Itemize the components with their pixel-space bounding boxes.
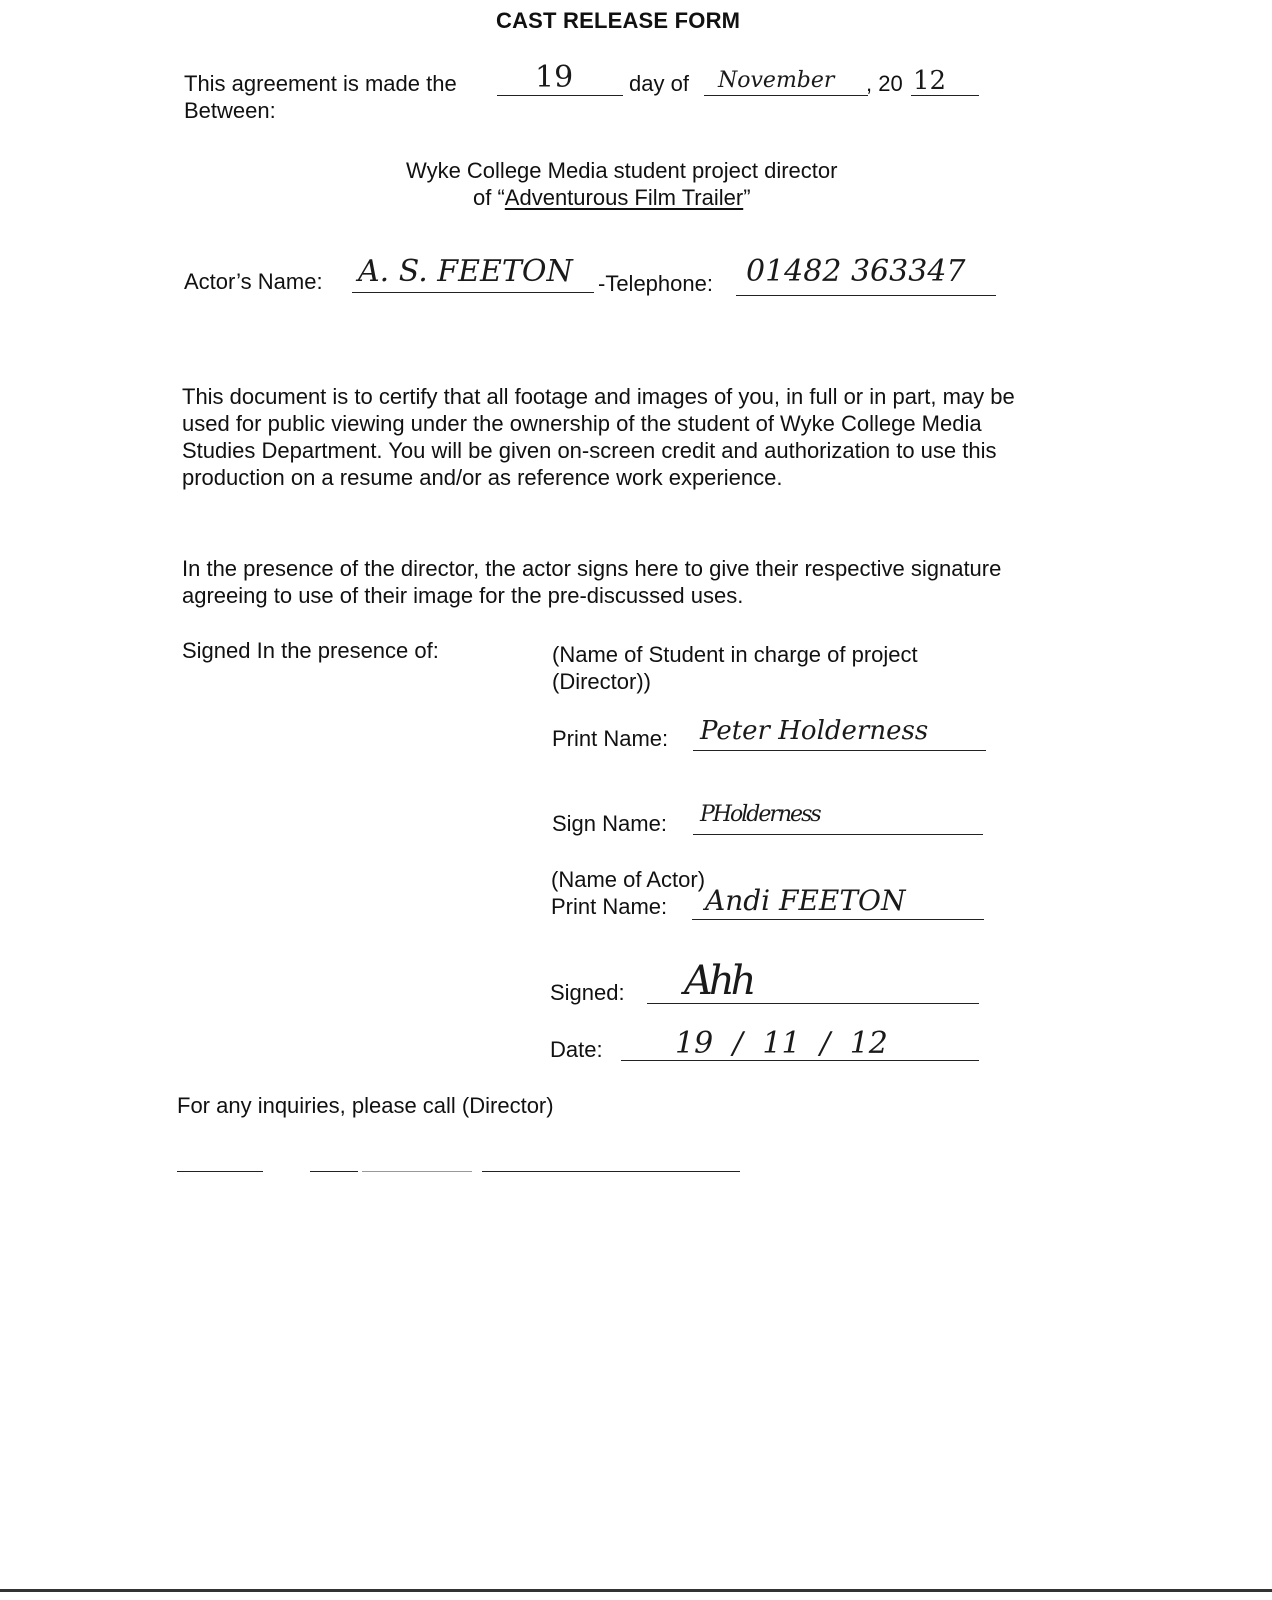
agreement-prefix: This agreement is made the [184, 71, 457, 96]
certify-paragraph: This document is to certify that all footage and images of you, in full or in part, may be used for public viewing under the ownership of the student of Wyke College Media Studies Department. You will be given on-screen credit and authorization to use this production on a resume and/or as reference work experience. [182, 384, 1015, 490]
project-name: Adventurous Film Trailer [504, 185, 744, 210]
form-title: CAST RELEASE FORM [496, 8, 741, 33]
director-signature-field[interactable]: PHolderness [700, 802, 820, 827]
director-sign-name-label: Sign Name: [552, 811, 667, 836]
actor-signed-label: Signed: [550, 980, 625, 1005]
year-field[interactable]: 12 [913, 66, 947, 96]
telephone-field[interactable]: 01482 363347 [746, 254, 966, 289]
year-prefix: , 20 [866, 71, 903, 96]
director-heading-1: (Name of Student in charge of project [552, 642, 918, 667]
actor-heading: (Name of Actor) [551, 867, 706, 892]
actor-name-label: Actor’s Name: [184, 269, 323, 294]
director-print-name-label: Print Name: [552, 726, 669, 751]
presence-paragraph: In the presence of the director, the actor signs here to give their respective signature agreeing to use of their image for the pre-discussed uses. [182, 556, 1002, 608]
project-line-suffix: ” [743, 185, 751, 210]
signed-presence-label: Signed In the presence of: [182, 638, 439, 663]
project-line-2 [473, 184, 751, 211]
telephone-label: -Telephone: [598, 271, 713, 296]
actor-name-field[interactable]: A. S. FEETON [358, 254, 573, 289]
actor-date-field[interactable]: 19 / 11 / 12 [675, 1026, 888, 1061]
day-field[interactable]: 19 [535, 60, 574, 95]
actor-date-label: Date: [550, 1037, 603, 1062]
project-line-1: Wyke College Media student project director [406, 158, 838, 183]
project-line-prefix: of “ [473, 185, 505, 210]
page-edge [0, 1589, 1272, 1592]
director-heading-2: (Director)) [552, 669, 651, 694]
month-field[interactable]: November [718, 68, 835, 93]
inquiries-label: For any inquiries, please call (Director) [177, 1093, 554, 1118]
actor-print-name-label: Print Name: [551, 894, 668, 919]
between-label: Between: [184, 98, 276, 123]
day-of-label: day of [629, 71, 689, 96]
actor-print-name-field[interactable]: Andi FEETON [705, 884, 906, 917]
director-print-name-field[interactable]: Peter Holderness [700, 716, 929, 746]
actor-signature-field[interactable]: Ahh [684, 958, 753, 1004]
